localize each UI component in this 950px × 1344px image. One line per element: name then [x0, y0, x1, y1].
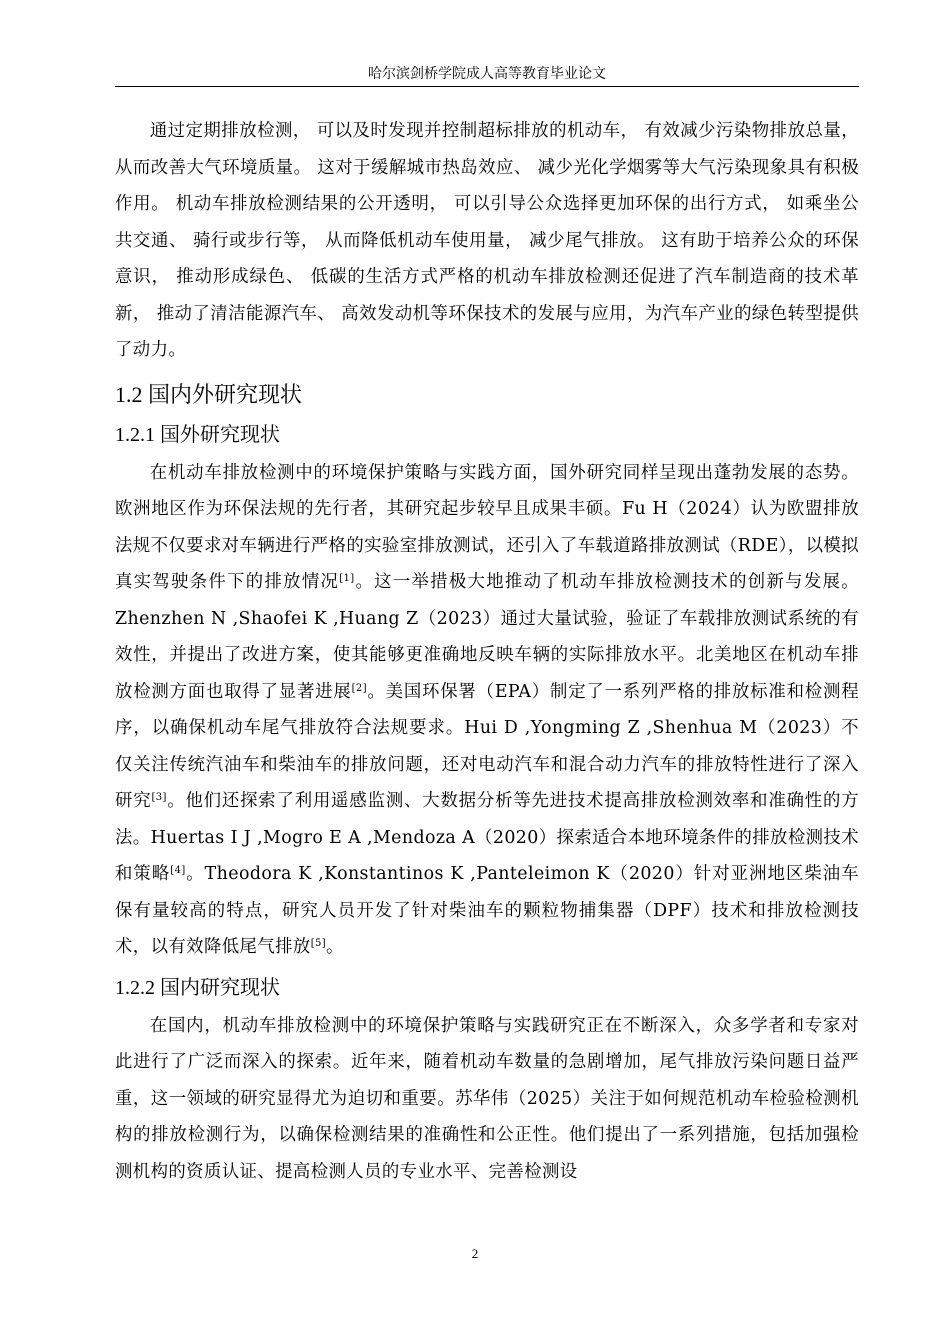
paragraph-text: 。这一举措极大地推动了机动车排放检测技术的创新与发展。Zhenzhen N ,Shaofei K ,Huang Z（2023）通过大量试验，验证了车载排放测试系统的有效性，并提出了改进方案，使其能够更准确地反映车辆的实际排放水平。北美地区在机动车排放检测方面也取得了显著进展	[115, 572, 859, 702]
paragraph-text: 。	[326, 937, 344, 957]
citation-ref: [1]	[339, 573, 355, 584]
intro-paragraph: 通过定期排放检测， 可以及时发现并控制超标排放的机动车， 有效减少污染物排放总量， 从而改善大气环境质量。 这对于缓解城市热岛效应、 减少光化学烟雾等大气污染现象具有积极作用。 机动车排放检测结果的公开透明， 可以引导公众选择更加环保的出行方式， 如乘坐公共交通、 骑行或步行等， 从而降低机动车使用量， 减少尾气排放。 这有助于培养公众的环保意识， 推动形成绿色、 低碳的生活方式严格的机动车排放检测还促进了汽车制造商的技术革新， 推动了清洁能源汽车、 高效发动机等环保技术的发展与应用，为汽车产业的绿色转型提供了动力。	[115, 121, 859, 360]
page-body	[115, 113, 859, 1190]
paragraph-text: 在机动车排放检测中的环境保护策略与实践方面，国外研究同样呈现出蓬勃发展的态势。欧洲地区作为环保法规的先行者，其研究起步较早且成果丰硕。Fu H（2024）认为欧盟排放法规不仅要求对车辆进行严格的实验室排放测试，还引入了车载道路排放测试（RDE），以模拟真实驾驶条件下的排放情况	[115, 462, 859, 592]
subsection-heading-1-2-1: 1.2.1 国外研究现状	[115, 423, 280, 446]
citation-ref: [3]	[151, 792, 167, 803]
citation-ref: [4]	[170, 865, 186, 876]
foreign-research-paragraph	[115, 455, 859, 966]
running-header: 哈尔滨剑桥学院成人高等教育毕业论文	[368, 66, 606, 82]
header-rule	[115, 86, 859, 87]
paragraph-text: 。他们还探索了利用遥感监测、大数据分析等先进技术提高排放检测效率和准确性的方法。Huertas I J ,Mogro E A ,Mendoza A（2020）探索适合本地环境条件的排放检测技术和策略	[115, 791, 859, 884]
subsection-heading-1-2-2: 1.2.2 国内研究现状	[115, 976, 280, 999]
page-number: 2	[471, 1246, 479, 1261]
paragraph-text: 。Theodora K ,Konstantinos K ,Panteleimon K（2020）针对亚洲地区柴油车保有量较高的特点，研究人员开发了针对柴油车的颗粒物捕集器（DPF）技术和排放检测技术，以有效降低尾气排放	[115, 864, 859, 957]
paragraph-text: 。美国环保署（EPA）制定了一系列严格的排放标准和检测程序，以确保机动车尾气排放符合法规要求。Hui D ,Yongming Z ,Shenhua M（2023）不仅关注传统汽油车和柴油车的排放问题，还对电动汽车和混合动力汽车的排放特性进行了深入研究	[115, 681, 860, 811]
citation-ref: [5]	[310, 938, 327, 949]
domestic-research-paragraph: 在国内，机动车排放检测中的环境保护策略与实践研究正在不断深入，众多学者和专家对此进行了广泛而深入的探索。近年来，随着机动车数量的急剧增加，尾气排放污染问题日益严重，这一领域的研究显得尤为迫切和重要。苏华伟（2025）关注于如何规范机动车检验检测机构的排放检测行为，以确保检测结果的准确性和公正性。他们提出了一系列措施，包括加强检测机构的资质认证、提高检测人员的专业水平、完善检测设	[115, 1015, 859, 1182]
citation-ref: [2]	[351, 682, 367, 694]
section-heading-1-2: 1.2 国内外研究现状	[115, 381, 303, 407]
